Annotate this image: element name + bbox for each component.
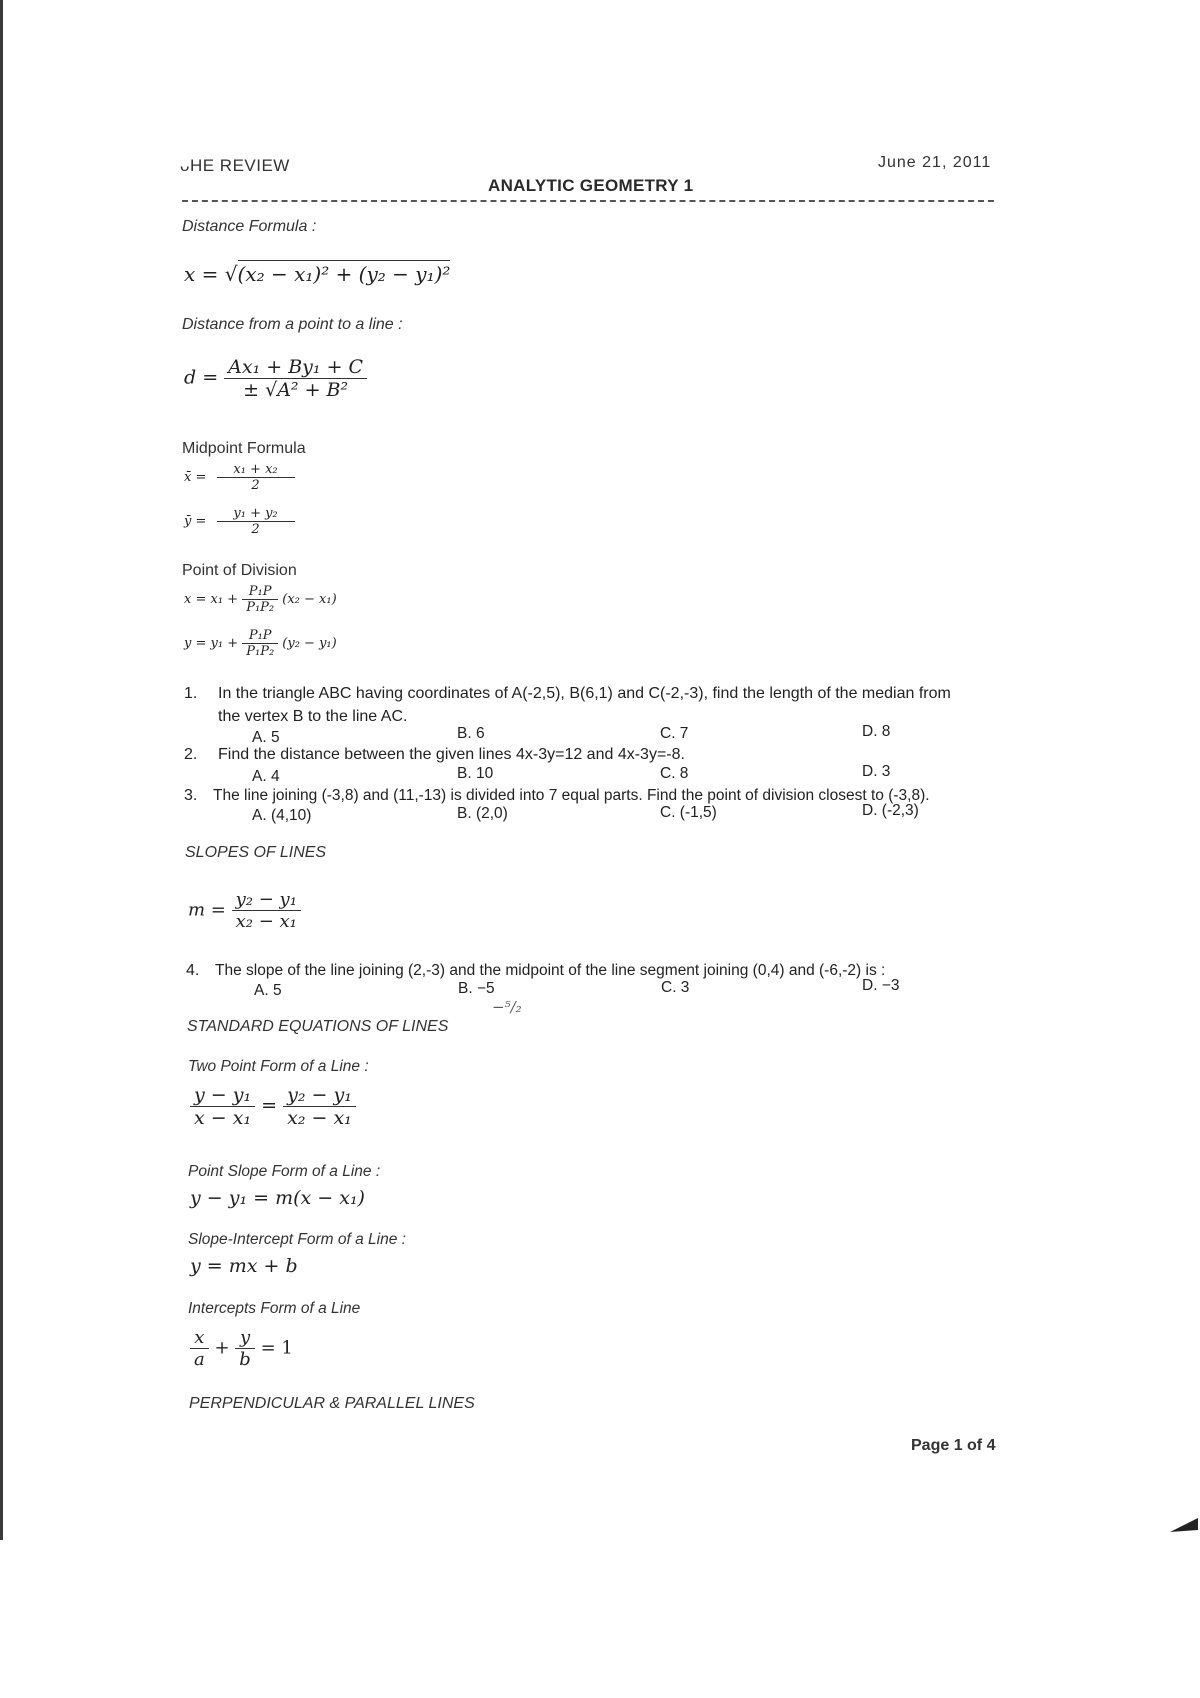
formula-mid-y-lhs: ȳ = bbox=[184, 514, 207, 529]
formula-intercepts-plus: + bbox=[214, 1337, 230, 1359]
question-1-option-d: D. 8 bbox=[862, 723, 891, 740]
formula-mid-x-lhs: x̄ = bbox=[184, 470, 207, 485]
formula-intercepts-num2: y bbox=[235, 1327, 255, 1349]
formula-mid-y-den: 2 bbox=[251, 522, 260, 537]
section-point-slope: Point Slope Form of a Line : bbox=[188, 1163, 381, 1180]
question-4-number: 4. bbox=[186, 962, 200, 979]
formula-div-x-lhs: x = x₁ + bbox=[184, 592, 239, 607]
question-3-option-d: D. (-2,3) bbox=[862, 802, 919, 819]
section-slopes: SLOPES OF LINES bbox=[185, 844, 327, 861]
section-point-division: Point of Division bbox=[182, 562, 297, 579]
header-left: ᴗHE REVIEW bbox=[180, 156, 290, 175]
handwritten-note: −⁵/₂ bbox=[492, 998, 522, 1016]
formula-div-x-num: P₁P bbox=[242, 584, 278, 600]
question-2-option-c: C. 8 bbox=[660, 765, 689, 782]
formula-mid-y bbox=[184, 506, 295, 537]
question-4-text: The slope of the line joining (2,-3) and the midpoint of the line segment joining (0,4) and (-6,-2) is : bbox=[215, 962, 886, 979]
formula-div-y bbox=[184, 628, 337, 659]
formula-slope-lhs: m = bbox=[188, 899, 226, 921]
formula-mid-y-num: y₁ + y₂ bbox=[217, 506, 295, 522]
section-standard-equations: STANDARD EQUATIONS OF LINES bbox=[187, 1018, 449, 1035]
question-1-option-b: B. 6 bbox=[457, 725, 485, 742]
formula-two-point-den1: x − x₁ bbox=[194, 1107, 252, 1129]
formula-mid-x-num: x₁ + x₂ bbox=[217, 462, 295, 478]
formula-div-x-tail: (x₂ − x₁) bbox=[282, 592, 337, 607]
formula-mid-x-den: 2 bbox=[251, 478, 260, 493]
formula-two-point-num1: y − y₁ bbox=[190, 1084, 255, 1107]
formula-distance-lhs: x = bbox=[184, 262, 219, 286]
formula-intercepts bbox=[190, 1327, 293, 1370]
question-1-option-a: A. 5 bbox=[252, 729, 280, 746]
question-1-text-cont: the vertex B to the line AC. bbox=[218, 708, 408, 725]
section-two-point: Two Point Form of a Line : bbox=[188, 1058, 369, 1075]
formula-div-y-num: P₁P bbox=[242, 628, 278, 644]
formula-two-point-eq: = bbox=[261, 1094, 278, 1117]
formula-intercepts-den1: a bbox=[194, 1349, 205, 1370]
section-slope-intercept: Slope-Intercept Form of a Line : bbox=[188, 1231, 406, 1248]
formula-div-y-lhs: y = y₁ + bbox=[184, 636, 239, 651]
scan-edge bbox=[0, 0, 3, 1540]
formula-div-x bbox=[184, 584, 337, 615]
question-2-option-d: D. 3 bbox=[862, 763, 891, 780]
question-3-number: 3. bbox=[184, 787, 198, 804]
question-4-option-c: C. 3 bbox=[661, 979, 690, 996]
section-perpendicular-parallel: PERPENDICULAR & PARALLEL LINES bbox=[189, 1395, 475, 1412]
question-2-option-a: A. 4 bbox=[252, 768, 280, 785]
formula-div-x-den: P₁P₂ bbox=[246, 600, 275, 615]
question-2-number: 2. bbox=[184, 746, 198, 763]
question-3-option-c: C. (-1,5) bbox=[660, 804, 717, 821]
formula-two-point-den2: x₂ − x₁ bbox=[287, 1107, 352, 1129]
question-4-option-a: A. 5 bbox=[254, 982, 282, 999]
question-3-text: The line joining (-3,8) and (11,-13) is divided into 7 equal parts. Find the point of division closest to (-3,8). bbox=[213, 787, 930, 804]
question-2-text: Find the distance between the given lines 4x-3y=12 and 4x-3y=-8. bbox=[218, 746, 685, 763]
section-midpoint: Midpoint Formula bbox=[182, 440, 306, 457]
section-intercepts: Intercepts Form of a Line bbox=[188, 1300, 361, 1317]
formula-div-y-tail: (y₂ − y₁) bbox=[282, 636, 337, 651]
formula-slope bbox=[188, 889, 301, 932]
page-number: Page 1 of 4 bbox=[911, 1437, 996, 1454]
header-date: June 21, 2011 bbox=[878, 154, 992, 171]
question-1-text: In the triangle ABC having coordinates of A(-2,5), B(6,1) and C(-2,-3), find the length of the median from bbox=[218, 685, 951, 702]
formula-div-y-den: P₁P₂ bbox=[246, 644, 275, 659]
formula-intercepts-num1: x bbox=[190, 1327, 209, 1349]
question-3-option-b: B. (2,0) bbox=[457, 805, 508, 822]
formula-two-point bbox=[190, 1084, 356, 1129]
section-distance-formula: Distance Formula : bbox=[182, 218, 317, 235]
question-3-option-a: A. (4,10) bbox=[252, 807, 312, 824]
formula-distance-radicand: (x₂ − x₁)² + (y₂ − y₁)² bbox=[237, 262, 451, 286]
formula-point-line-den: A² + B² bbox=[277, 379, 349, 401]
formula-slope-den: x₂ − x₁ bbox=[235, 911, 297, 932]
question-4-option-b: B. −5 bbox=[458, 980, 495, 997]
corner-mark bbox=[1168, 1512, 1200, 1536]
page-title: ANALYTIC GEOMETRY 1 bbox=[488, 176, 694, 195]
formula-point-line-num: Ax₁ + By₁ + C bbox=[224, 356, 367, 379]
formula-point-line-lhs: d = bbox=[184, 366, 219, 389]
question-1-number: 1. bbox=[184, 685, 198, 702]
header-rule bbox=[182, 200, 994, 202]
formula-point-line-pm: ± bbox=[243, 379, 260, 401]
formula-slope-intercept: y = mx + b bbox=[190, 1255, 298, 1277]
formula-slope-num: y₂ − y₁ bbox=[232, 889, 301, 911]
formula-intercepts-rhs: = 1 bbox=[260, 1337, 293, 1359]
formula-distance: x = √(x₂ − x₁)² + (y₂ − y₁)² bbox=[184, 262, 451, 286]
question-4-option-d: D. −3 bbox=[862, 977, 900, 994]
formula-point-line: d = $\frac{\text{Ax₁ + By₁ + C}}{\text{± √A² + B²}}$ bbox=[184, 356, 367, 401]
formula-two-point-num2: y₂ − y₁ bbox=[283, 1084, 356, 1107]
formula-intercepts-den2: b bbox=[239, 1349, 251, 1370]
question-1-option-c: C. 7 bbox=[660, 725, 689, 742]
question-2-option-b: B. 10 bbox=[457, 765, 494, 782]
formula-mid-x bbox=[184, 462, 295, 493]
section-distance-point-line: Distance from a point to a line : bbox=[182, 316, 403, 333]
formula-point-slope: y − y₁ = m(x − x₁) bbox=[190, 1187, 365, 1209]
